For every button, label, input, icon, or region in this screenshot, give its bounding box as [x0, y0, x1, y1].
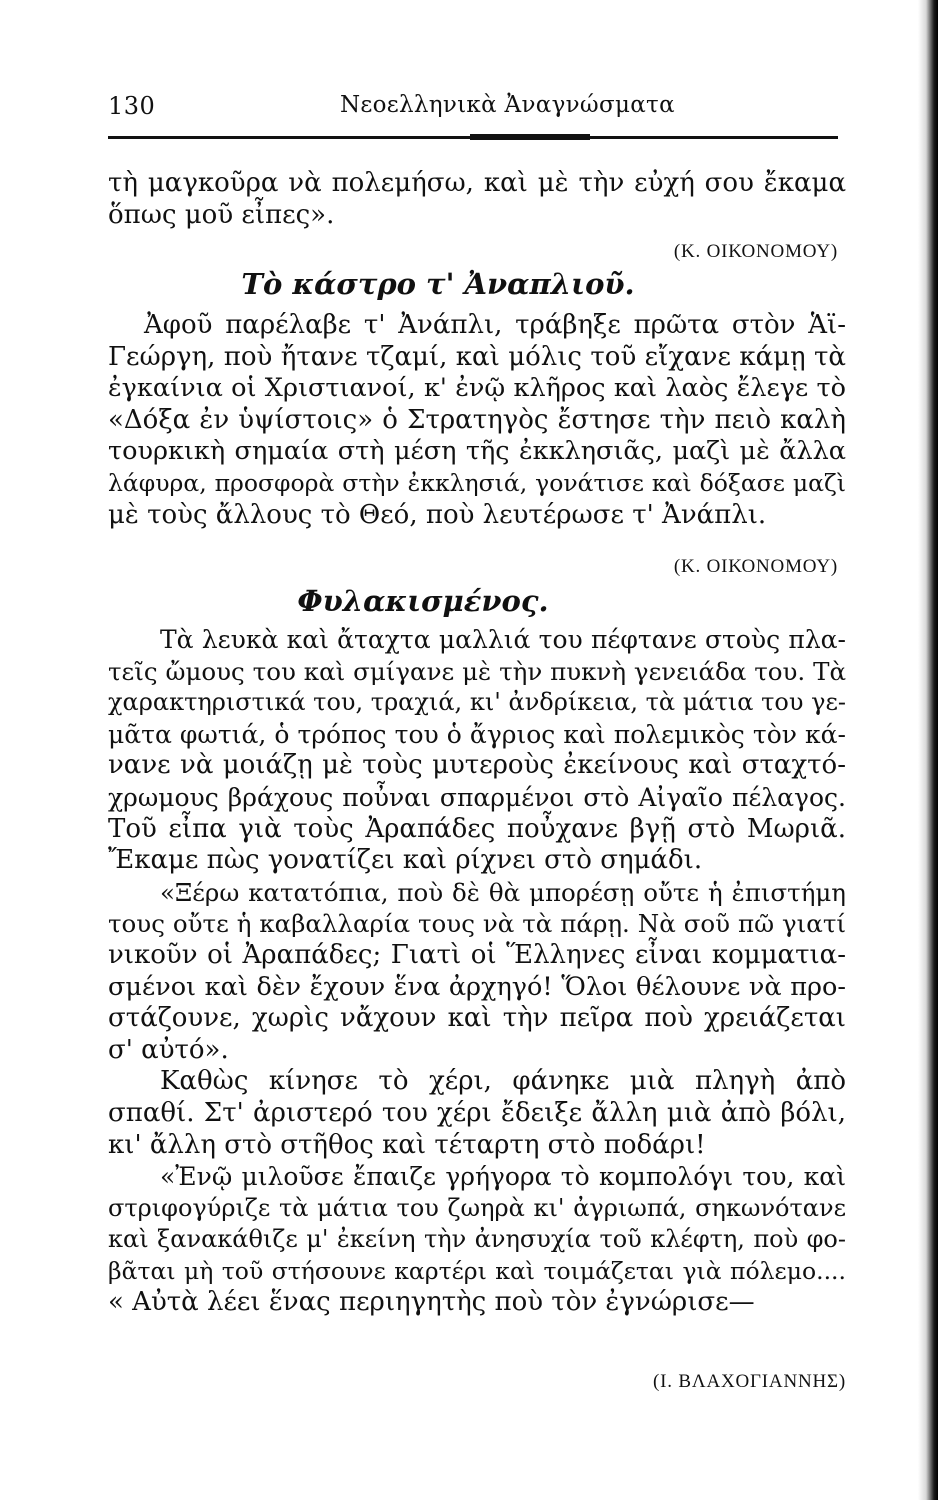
text-line: νικοῦν οἱ Ἀραπάδες; Γιατὶ οἱ Ἕλληνες εἶναι κομματια-	[108, 939, 846, 970]
section-1-attribution-wrap	[108, 555, 838, 579]
text-line: νανε νὰ μοιάζῃ μὲ τοὺς μυτεροὺς ἐκείνους καὶ σταχτό-	[108, 750, 846, 781]
text-line: μᾶτα φωτιά, ὁ τρόπος του ὁ ἄγριος καὶ πολεμικὸς τὸν κά-	[108, 719, 846, 749]
attribution: (Κ. ΟΙΚΟΝΟΜΟΥ)	[673, 241, 838, 262]
text-line: Ἀφοῦ παρέλαβε τ' Ἀνάπλι, τράβηξε πρῶτα στὸν Ἁϊ-	[144, 310, 846, 340]
header-rule-accent	[470, 134, 590, 140]
section-1-title-wrap	[108, 266, 838, 302]
attribution: (Ι. ΒΛΑΧΟΓΙΑΝΝΗΣ)	[653, 1371, 846, 1392]
text-line: ὅπως μοῦ εἶπες».	[108, 199, 335, 230]
intro-block	[108, 168, 846, 231]
section-2-attribution-wrap	[108, 1370, 846, 1394]
text-line: ἐγκαίνια οἱ Χριστιανοί, κ' ἐνῷ κλῆρος καὶ λαὸς ἔλεγε τὸ	[108, 373, 846, 404]
page-header	[108, 92, 838, 126]
text-line: Ἔκαμε πὼς γονατίζει καὶ ρίχνει στὸ σημάδι.	[108, 845, 703, 876]
text-line: βᾶται μὴ τοῦ στήσουνε καρτέρι καὶ τοιμάζεται γιὰ πόλεμο....	[108, 1256, 846, 1285]
text-line: χαρακτηριστικά του, τραχιά, κι' ἀνδρίκεια, τὰ μάτια του γε-	[108, 688, 846, 717]
text-line: Τὰ λευκὰ καὶ ἄταχτα μαλλιά του πέφτανε στοὺς πλα-	[160, 625, 846, 654]
text-line: καὶ ξανακάθιζε μ' ἐκείνη τὴν ἀνησυχία τοῦ κλέφτη, ποὺ φο-	[108, 1225, 846, 1254]
text-line: «Δόξα ἐν ὑψίστοις» ὁ Στρατηγὸς ἔστησε τὴν πειὸ καλὴ	[108, 404, 846, 435]
text-line: Καθὼς κίνησε τὸ χέρι, φάνηκε μιὰ πληγὴ ἀπὸ	[160, 1066, 846, 1097]
text-line: σ' αὐτό».	[108, 1034, 229, 1065]
text-line: «Ξέρω κατατόπια, ποὺ δὲ θὰ μπορέσῃ οὔτε ἡ ἐπιστήμη	[160, 877, 846, 907]
text-line: σμένοι καὶ δὲν ἔχουν ἕνα ἀρχηγό! Ὅλοι θέλουνε νὰ προ-	[108, 971, 846, 1002]
intro-attribution-wrap	[108, 240, 838, 264]
text-line: τουρκικὴ σημαία στὴ μέση τῆς ἐκκλησιᾶς, μαζὶ μὲ ἄλλα	[108, 436, 846, 467]
text-line: σπαθί. Στ' ἀριστερό του χέρι ἔδειξε ἄλλη μιὰ ἀπὸ βόλι,	[108, 1097, 846, 1128]
text-line: «Ἐνῷ μιλοῦσε ἔπαιζε γρήγορα τὸ κομπολόγι του, καὶ	[160, 1162, 846, 1192]
page-number: 130	[108, 92, 156, 120]
text-line: τεῖς ὤμους του καὶ σμίγανε μὲ τὴν πυκνὴ γενειάδα του. Τὰ	[108, 656, 846, 686]
section-2-title-wrap	[108, 583, 838, 619]
text-line: στριφογύριζε τὰ μάτια του ζωηρὰ κι' ἀγριωπά, σηκωνότανε	[108, 1193, 846, 1222]
text-line: χρωμους βράχους ποὖναι σπαρμένοι στὸ Αἰγαῖο πέλαγος.	[108, 782, 846, 812]
text-line: μὲ τοὺς ἄλλους τὸ Θεό, ποὺ λευτέρωσε τ' Ἀνάπλι.	[108, 499, 767, 530]
running-title: Νεοελληνικὰ Ἀναγνώσματα	[340, 92, 675, 118]
text-line: « Αὐτὰ λέει ἕνας περιηγητὴς ποὺ τὸν ἐγνώρισε—	[108, 1287, 755, 1318]
text-line: τους οὔτε ἡ καβαλλαρία τους νὰ τὰ πάρῃ. Νὰ σοῦ πῶ γιατί	[108, 909, 846, 939]
attribution: (Κ. ΟΙΚΟΝΟΜΟΥ)	[673, 556, 838, 577]
section-2-body	[108, 624, 846, 1319]
text-line: λάφυρα, προσφορὰ στὴν ἐκκλησιά, γονάτισε καὶ δόξασε μαζὶ	[108, 468, 846, 497]
section-title: Τὸ κάστρο τ' Ἀναπλιοῦ.	[241, 267, 635, 301]
page-edge-shadow	[918, 0, 938, 1500]
text-line: Γεώργη, ποὺ ἤτανε τζαμί, καὶ μόλις τοῦ εἴχανε κάμῃ τὰ	[108, 341, 846, 372]
section-title: Φυλακισμένος.	[297, 584, 549, 618]
section-1-body	[108, 310, 846, 531]
text-line: στάζουνε, χωρὶς νἄχουν καὶ τὴν πεῖρα ποὺ χρειάζεται	[108, 1003, 846, 1034]
text-line: τὴ μαγκοῦρα νὰ πολεμήσω, καὶ μὲ τὴν εὐχή σου ἔκαμα	[108, 168, 846, 198]
text-line: Τοῦ εἶπα γιὰ τοὺς Ἀραπάδες ποὖχανε βγῇ στὸ Μωριᾶ.	[108, 813, 846, 844]
text-line: κι' ἄλλη στὸ στῆθος καὶ τέταρτη στὸ ποδάρι!	[108, 1129, 706, 1160]
